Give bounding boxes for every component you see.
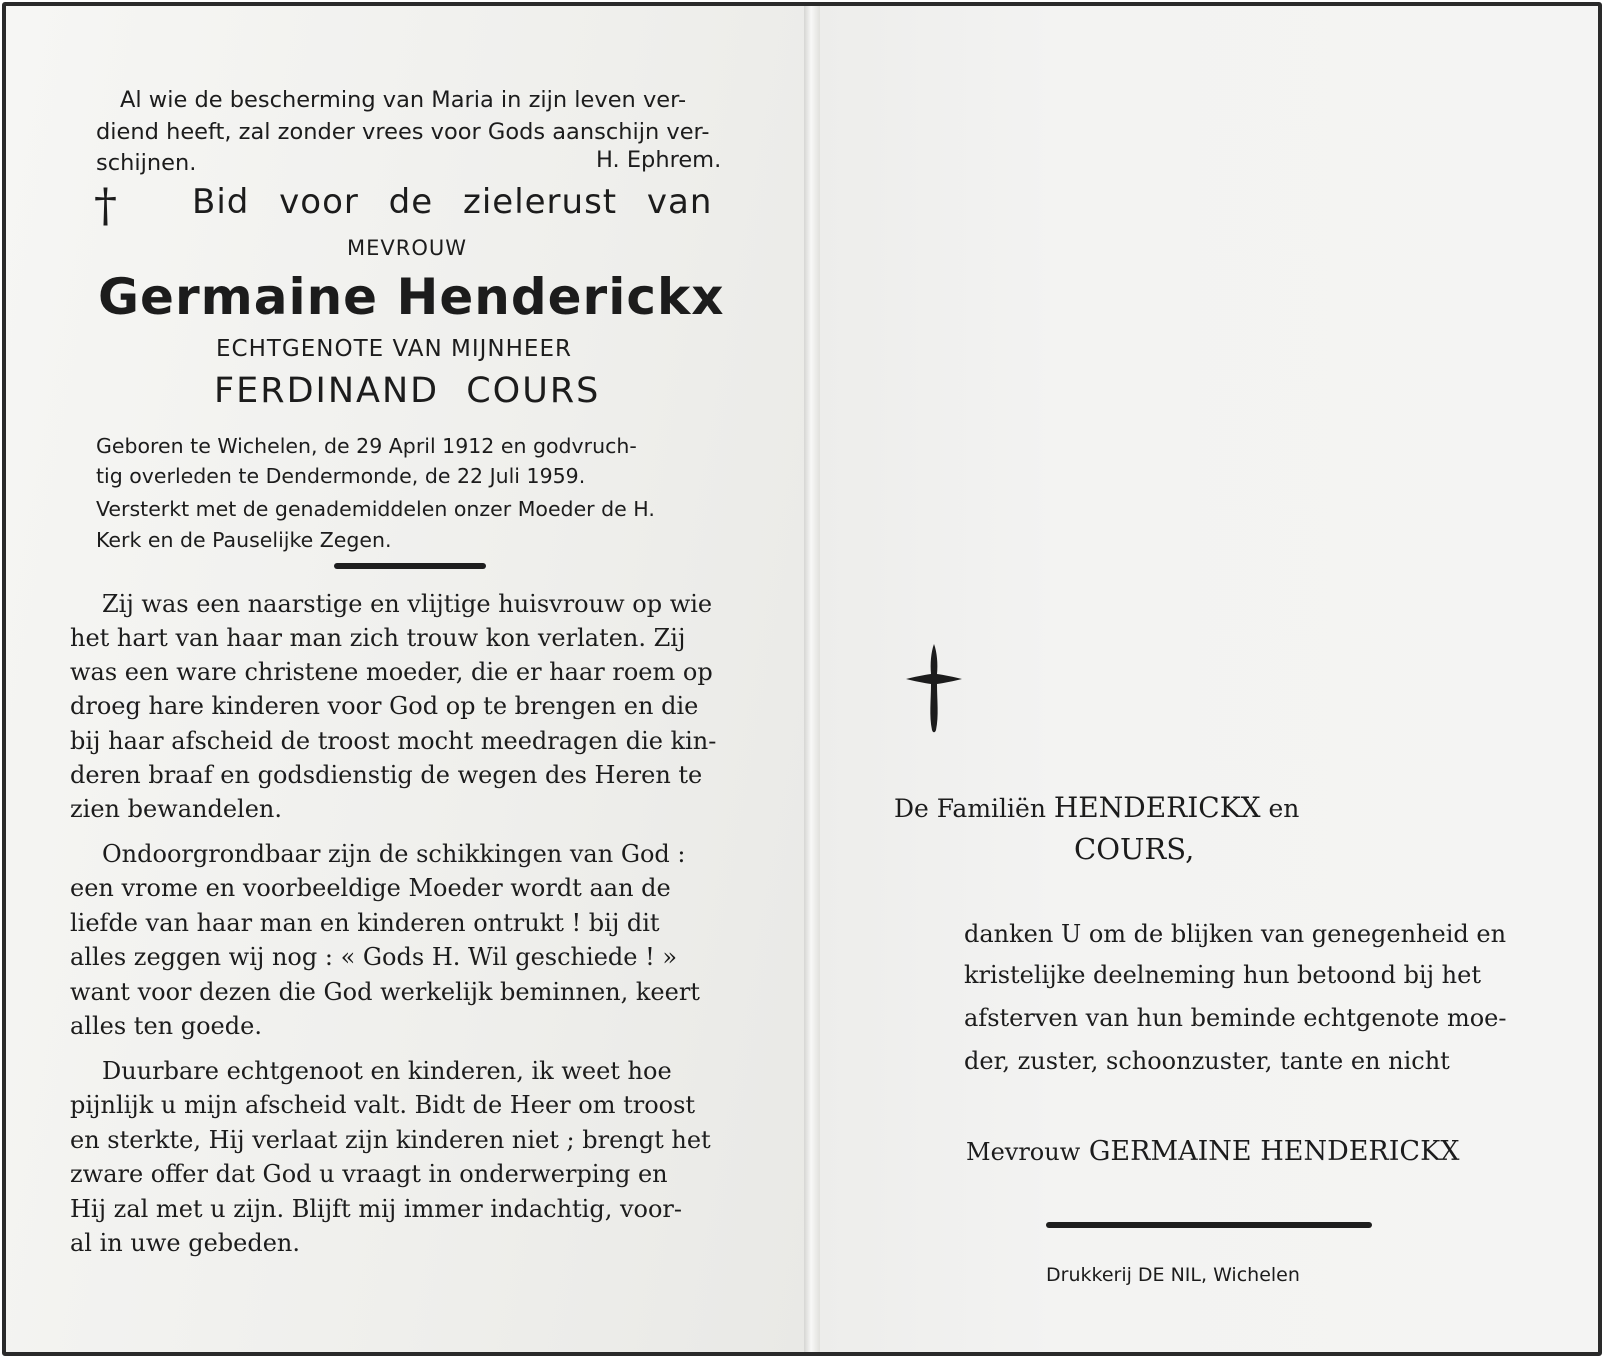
- verse-line: droeg hare kinderen voor God op te brengen en die: [70, 692, 699, 720]
- verse-line: Zij was een naarstige en vlijtige huisvrouw op wie: [102, 590, 713, 618]
- verse-line: deren braaf en godsdienstig de wegen des Heren te: [70, 761, 703, 789]
- quote-line: schijnen.: [96, 150, 197, 176]
- verse-line: Duurbare echtgenoot en kinderen, ik weet hoe: [102, 1057, 672, 1085]
- verse-line: bij haar afscheid de troost mocht meedragen die kin-: [70, 727, 717, 755]
- memorial-card: [2, 2, 1602, 1356]
- title-mevrouw: MEVROUW: [347, 236, 468, 260]
- verse-line: alles ten goede.: [70, 1012, 262, 1040]
- small-cross-icon: †: [94, 178, 117, 232]
- verse-line: een vrome en voorbeeldige Moeder wordt aan de: [70, 874, 671, 902]
- closing-name: GERMAINE HENDERICKX: [1088, 1136, 1460, 1167]
- thanks-line: der, zuster, schoonzuster, tante en nicht: [964, 1047, 1450, 1075]
- quote-author: H. Ephrem.: [596, 147, 722, 173]
- verse-line: liefde van haar man en kinderen ontrukt ! bij dit: [70, 909, 660, 937]
- verse-line: want voor dezen die God werkelijk beminnen, keert: [70, 978, 700, 1006]
- latin-cross-icon: [904, 642, 964, 734]
- thanks-line: danken U om de blijken van genegenheid en: [964, 920, 1507, 948]
- printer-credit: Drukkerij DE NIL, Wichelen: [1046, 1264, 1300, 1286]
- thanks-line: kristelijke deelneming hun betoond bij het: [964, 961, 1481, 989]
- life-line: Geboren te Wichelen, de 29 April 1912 en godvruch-: [96, 434, 637, 458]
- closing-title: Mevrouw: [966, 1138, 1081, 1166]
- families-prefix: De Familiën: [894, 794, 1046, 823]
- verse-line: Ondoorgrondbaar zijn de schikkingen van God :: [102, 840, 686, 868]
- divider-bar: [1046, 1222, 1372, 1228]
- verse-line: al in uwe gebeden.: [70, 1229, 300, 1257]
- deceased-name: Germaine Henderickx: [98, 268, 725, 326]
- verse-line: zien bewandelen.: [70, 795, 283, 823]
- verse-line: pijnlijk u mijn afscheid valt. Bidt de Heer om troost: [70, 1091, 696, 1119]
- closing-name-line: [966, 1136, 1459, 1167]
- verse-line: alles zeggen wij nog : « Gods H. Wil geschiede ! »: [70, 943, 678, 971]
- spouse-name: FERDINAND COURS: [214, 371, 601, 411]
- verse-line: en sterkte, Hij verlaat zijn kinderen niet ; brengt het: [70, 1126, 711, 1154]
- divider-bar: [334, 563, 486, 569]
- verse-line: het hart van haar man zich trouw kon verlaten. Zij: [70, 624, 686, 652]
- families-conjunction: en: [1268, 794, 1300, 823]
- quote-line: diend heeft, zal zonder vrees voor Gods aanschijn ver-: [96, 119, 710, 145]
- spouse-label: ECHTGENOTE VAN MIJNHEER: [216, 336, 572, 362]
- verse-line: zware offer dat God u vraagt in onderwerping en: [70, 1160, 668, 1188]
- life-line: Versterkt met de genademiddelen onzer Moeder de H.: [96, 497, 655, 521]
- life-line: tig overleden te Dendermonde, de 22 Juli 1959.: [96, 464, 586, 488]
- prayer-line: Bid voor de zielerust van: [192, 182, 713, 222]
- family-name-henderickx: HENDERICKX: [1053, 791, 1261, 824]
- card-fold: [804, 6, 820, 1352]
- families-line: [894, 791, 1299, 824]
- verse-line: Hij zal met u zijn. Blijft mij immer indachtig, voor-: [70, 1195, 682, 1223]
- life-line: Kerk en de Pauselijke Zegen.: [96, 528, 392, 552]
- verse-line: was een ware christene moeder, die er haar roem op: [70, 658, 713, 686]
- thanks-line: afsterven van hun beminde echtgenote moe-: [964, 1004, 1507, 1032]
- quote-line: Al wie de bescherming van Maria in zijn leven ver-: [120, 87, 687, 113]
- family-name-cours: COURS,: [1074, 832, 1195, 866]
